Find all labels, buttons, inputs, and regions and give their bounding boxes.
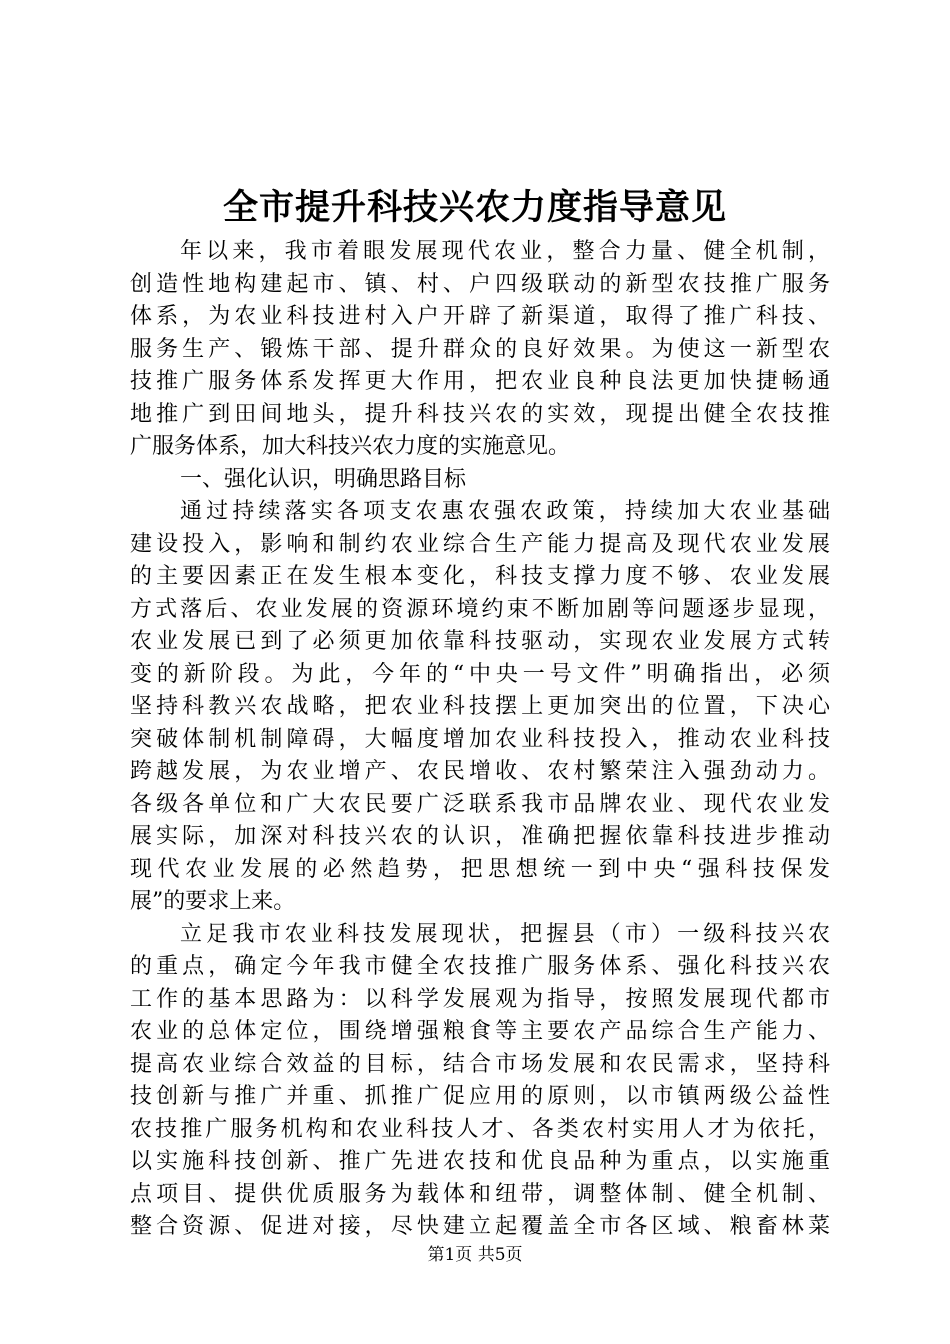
paragraph-line: 跨越发展，为农业增产、农民增收、农村繁荣注入强劲动力。 (130, 759, 830, 784)
paragraph (130, 236, 830, 464)
paragraph-line: 服务生产、锻炼干部、提升群众的良好效果。为使这一新型农 (130, 336, 830, 362)
paragraph-line: 地推广到田间地头，提升科技兴农的实效，现提出健全农技推 (130, 401, 830, 427)
paragraph-line: 各级各单位和广大农民要广泛联系我市品牌农业、现代农业发 (130, 791, 830, 817)
paragraph-line: 立足我市农业科技发展现状，把握县（市）一级科技兴农 (180, 921, 830, 947)
paragraph (130, 496, 830, 919)
paragraph-line: 技创新与推广并重、抓推广促应用的原则，以市镇两级公益性 (130, 1084, 830, 1109)
paragraph (130, 919, 830, 1244)
paragraph-line: 点项目、提供优质服务为载体和纽带，调整体制、健全机制、 (130, 1181, 830, 1207)
paragraph-line: 提高农业综合效益的目标，结合市场发展和农民需求，坚持科 (130, 1051, 830, 1077)
paragraph-line: 变的新阶段。为此，今年的“中央一号文件”明确指出，必须 (130, 661, 830, 687)
paragraph-line: 农技推广服务机构和农业科技人才、各类农村实用人才为依托， (130, 1116, 830, 1142)
paragraph-line: 广服务体系，加大科技兴农力度的实施意见。 (130, 434, 571, 459)
paragraph-line: 展”的要求上来。 (130, 889, 296, 914)
paragraph-line: 方式落后、农业发展的资源环境约束不断加剧等问题逐步显现， (130, 596, 830, 622)
paragraph-line: 创造性地构建起市、镇、村、户四级联动的新型农技推广服务 (130, 271, 830, 297)
paragraph-line: 的重点，确定今年我市健全农技推广服务体系、强化科技兴农 (130, 954, 830, 979)
paragraph-line: 以实施科技创新、推广先进农技和优良品种为重点，以实施重 (130, 1149, 830, 1174)
paragraph-line: 突破体制机制障碍，大幅度增加农业科技投入，推动农业科技 (130, 726, 830, 752)
paragraph (130, 464, 830, 497)
paragraph-line: 工作的基本思路为：以科学发展观为指导，按照发展现代都市 (130, 986, 830, 1012)
document-body (130, 236, 830, 1244)
paragraph-line: 坚持科教兴农战略，把农业科技摆上更加突出的位置，下决心 (130, 694, 830, 719)
document-title: 全市提升科技兴农力度指导意见 (222, 187, 727, 228)
paragraph-line: 整合资源、促进对接，尽快建立起覆盖全市各区域、粮畜林菜 (130, 1214, 830, 1239)
paragraph-line: 展实际，加深对科技兴农的认识，准确把握依靠科技进步推动 (130, 824, 830, 849)
paragraph-line: 体系，为农业科技进村入户开辟了新渠道，取得了推广科技、 (130, 304, 830, 329)
paragraph-line: 农业的总体定位，围绕增强粮食等主要农产品综合生产能力、 (130, 1019, 830, 1044)
paragraph-line: 技推广服务体系发挥更大作用，把农业良种良法更加快捷畅通 (130, 369, 830, 394)
paragraph-line: 建设投入，影响和制约农业综合生产能力提高及现代农业发展 (130, 531, 830, 557)
paragraph-line: 农业发展已到了必须更加依靠科技驱动，实现农业发展方式转 (130, 629, 830, 654)
paragraph-line: 现代农业发展的必然趋势，把思想统一到中央“强科技保发 (130, 856, 830, 882)
paragraph-line: 的主要因素正在发生根本变化，科技支撑力度不够、农业发展 (130, 564, 830, 589)
paragraph-line: 年以来，我市着眼发展现代农业，整合力量、健全机制， (180, 239, 830, 264)
paragraph-line: 一、强化认识，明确思路目标 (180, 466, 467, 492)
paragraph-line: 通过持续落实各项支农惠农强农政策，持续加大农业基础 (180, 499, 830, 524)
page-footer: 第1页 共5页 (427, 1245, 523, 1265)
